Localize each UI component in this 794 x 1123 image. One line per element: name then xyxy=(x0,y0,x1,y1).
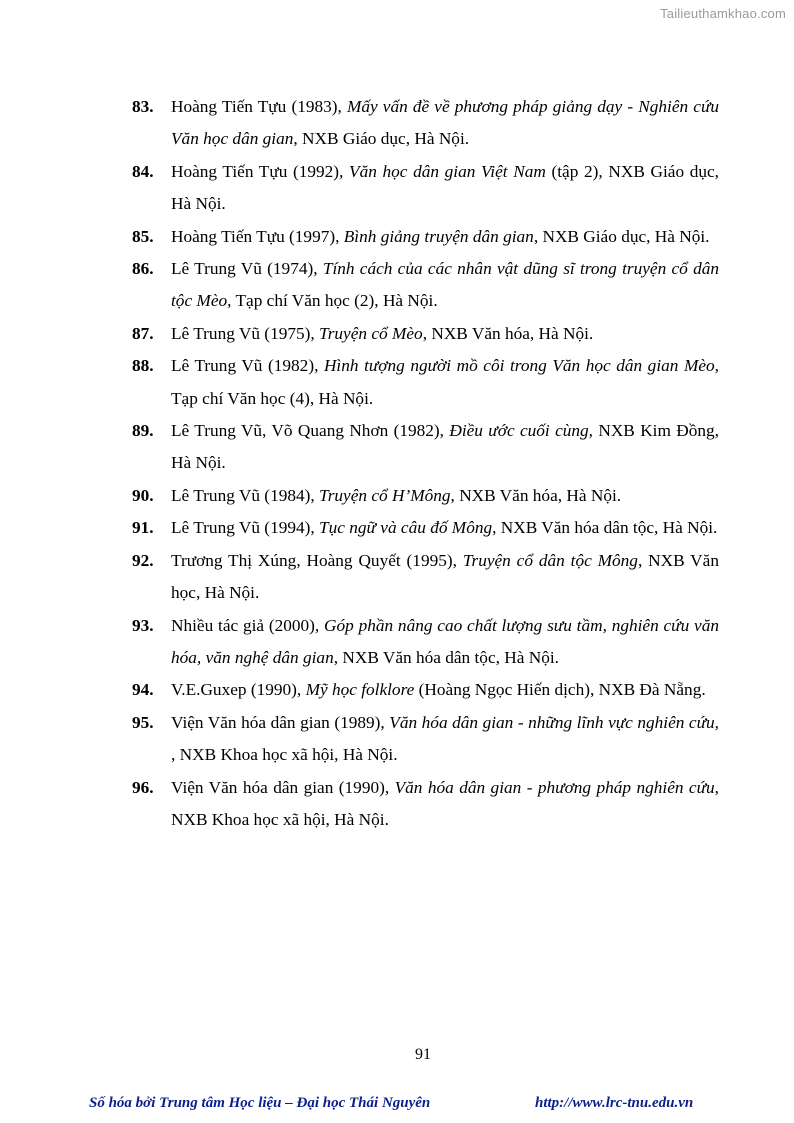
reference-authors: Lê Trung Vũ (1984), xyxy=(171,485,320,505)
reference-authors: Lê Trung Vũ (1975), xyxy=(171,323,320,343)
reference-item-93 xyxy=(132,610,719,675)
reference-title: Truyện cổ dân tộc Mông xyxy=(462,550,638,570)
reference-publisher: , NXB Khoa học xã hội, Hà Nội. xyxy=(171,745,398,765)
reference-item-89 xyxy=(132,415,719,480)
footer-url-link[interactable]: http://www.lrc-tnu.edu.vn xyxy=(535,1095,694,1111)
reference-list xyxy=(132,91,719,836)
reference-number: 96. xyxy=(132,777,154,797)
reference-number: 90. xyxy=(132,485,154,505)
reference-publisher: , Tạp chí Văn học (4), Hà Nội. xyxy=(171,356,719,408)
reference-authors: Hoàng Tiến Tựu (1997), xyxy=(171,226,344,246)
reference-item-95 xyxy=(132,707,719,772)
reference-title: Hình tượng người mồ côi trong Văn học dân gian Mèo xyxy=(323,356,715,376)
reference-publisher: , NXB Văn hóa, Hà Nội. xyxy=(422,323,594,343)
reference-number: 83. xyxy=(132,97,154,116)
reference-authors: Nhiều tác giả (2000), xyxy=(171,615,325,635)
reference-authors: Viện Văn hóa dân gian (1990), xyxy=(171,777,395,797)
reference-item-91 xyxy=(132,512,719,544)
reference-publisher: , NXB Văn hóa, Hà Nội. xyxy=(450,485,622,505)
reference-number: 84. xyxy=(132,161,154,181)
reference-publisher: , NXB Văn học, Hà Nội. xyxy=(171,550,719,603)
reference-authors: Lê Trung Vũ, Võ Quang Nhơn (1982), xyxy=(171,421,450,441)
reference-publisher: (Hoàng Ngọc Hiến dịch), NXB Đà Nẵng. xyxy=(414,680,706,700)
reference-publisher: , NXB Kim Đồng, Hà Nội. xyxy=(171,421,719,473)
page-number: 91 xyxy=(415,1046,431,1063)
reference-number: 91. xyxy=(132,518,154,538)
reference-number: 88. xyxy=(132,356,154,376)
reference-publisher: , NXB Giáo dục, Hà Nội. xyxy=(533,226,710,246)
reference-item-84 xyxy=(132,156,719,221)
reference-title: Tục ngữ và câu đố Mông xyxy=(319,518,493,538)
reference-title: Điều ước cuối cùng xyxy=(449,421,589,441)
reference-title: Văn học dân gian Việt Nam xyxy=(349,161,546,181)
reference-title: Mỹ học folklore xyxy=(305,680,415,700)
reference-authors: Hoàng Tiến Tựu (1983), xyxy=(171,97,347,116)
reference-number: 86. xyxy=(132,259,154,279)
reference-title: Bình giảng truyện dân gian xyxy=(343,226,534,246)
reference-item-92 xyxy=(132,545,719,610)
reference-title: Truyện cổ H’Mông xyxy=(319,485,451,505)
reference-title: Mấy vấn đề về phương pháp giảng dạy - Nghiên cứu Văn học dân gian xyxy=(171,97,720,149)
reference-authors: Viện Văn hóa dân gian (1989), xyxy=(171,712,390,732)
reference-number: 95. xyxy=(132,712,154,732)
reference-item-94 xyxy=(132,674,719,706)
reference-publisher: (tập 2), NXB Giáo dục, Hà Nội. xyxy=(171,161,719,214)
reference-authors: Lê Trung Vũ (1994), xyxy=(171,518,320,538)
reference-item-96 xyxy=(132,772,719,837)
reference-item-90 xyxy=(132,480,719,512)
reference-item-88 xyxy=(132,350,719,415)
reference-publisher: , NXB Văn hóa dân tộc, Hà Nội. xyxy=(492,518,718,538)
reference-authors: V.E.Guxep (1990), xyxy=(171,680,306,700)
reference-number: 93. xyxy=(132,615,154,635)
footer-digitized-by: Số hóa bởi Trung tâm Học liệu – Đại học Thái Nguyên xyxy=(89,1095,431,1111)
reference-item-85 xyxy=(132,221,719,253)
reference-title: Góp phần nâng cao chất lượng sưu tầm, nghiên cứu văn hóa, văn nghệ dân gian xyxy=(171,615,719,667)
reference-authors: Lê Trung Vũ (1982), xyxy=(171,356,324,376)
reference-number: 85. xyxy=(132,226,154,246)
reference-publisher: , Tạp chí Văn học (2), Hà Nội. xyxy=(227,291,438,311)
reference-authors: Hoàng Tiến Tựu (1992), xyxy=(171,161,350,181)
reference-number: 87. xyxy=(132,323,154,343)
reference-authors: Trương Thị Xúng, Hoàng Quyết (1995), xyxy=(171,550,463,570)
reference-item-86 xyxy=(132,253,719,318)
reference-title: Tính cách của các nhân vật dũng sĩ trong truyện cổ dân tộc Mèo xyxy=(171,259,719,311)
reference-number: 94. xyxy=(132,680,154,700)
reference-number: 92. xyxy=(132,550,154,570)
reference-publisher: , NXB Khoa học xã hội, Hà Nội. xyxy=(171,777,719,829)
reference-publisher: , NXB Giáo dục, Hà Nội. xyxy=(293,129,470,149)
reference-authors: Lê Trung Vũ (1974), xyxy=(171,259,323,279)
reference-number: 89. xyxy=(132,421,154,441)
reference-title: Văn hóa dân gian - những lĩnh vực nghiên cứu, xyxy=(389,712,719,732)
reference-title: Văn hóa dân gian - phương pháp nghiên cứu xyxy=(394,777,715,797)
watermark: Tailieuthamkhao.com xyxy=(660,6,786,21)
reference-item-87 xyxy=(132,318,719,350)
reference-title: Truyện cổ Mèo xyxy=(319,323,423,343)
reference-item-83 xyxy=(132,91,719,156)
reference-publisher: , NXB Văn hóa dân tộc, Hà Nội. xyxy=(333,647,559,667)
